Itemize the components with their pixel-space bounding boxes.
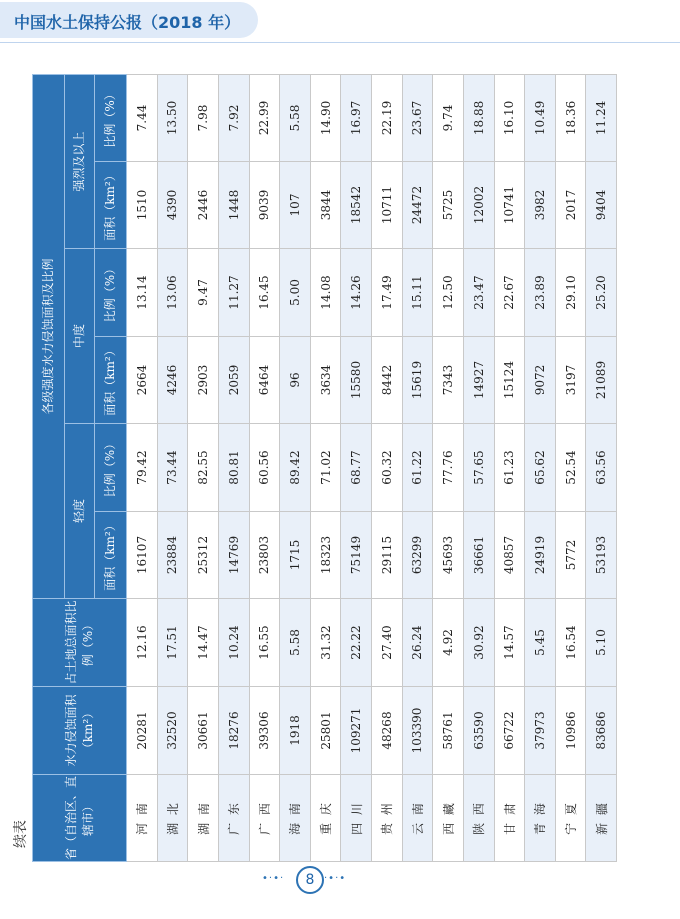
table-row (586, 74, 617, 861)
header-province: 省（自治区、直辖市） (33, 775, 127, 862)
cell-erosion-area: 18276 (218, 687, 249, 775)
cell-moderate-ratio: 25.20 (586, 249, 617, 337)
cell-moderate-area: 2059 (218, 337, 249, 424)
table-stage (32, 75, 617, 862)
cell-moderate-ratio: 9.47 (188, 249, 219, 337)
cell-erosion-area: 48268 (372, 687, 403, 775)
cell-moderate-ratio: 29.10 (555, 249, 586, 337)
cell-light-ratio: 63.56 (586, 424, 617, 512)
cell-severe-ratio: 11.24 (586, 74, 617, 161)
header-banner (0, 2, 258, 38)
cell-severe-area: 9404 (586, 162, 617, 249)
cell-moderate-ratio: 23.89 (525, 249, 556, 337)
cell-severe-ratio: 7.98 (188, 74, 219, 161)
page-ornament-right: ·•·• (324, 873, 347, 884)
cell-moderate-area: 2664 (127, 337, 158, 424)
table-row (463, 74, 494, 861)
cell-severe-area: 3844 (310, 162, 341, 249)
cell-moderate-area: 7343 (433, 337, 464, 424)
cell-severe-area: 5725 (433, 162, 464, 249)
header-moderate-area: 面积（km²） (95, 337, 127, 424)
cell-severe-ratio: 14.90 (310, 74, 341, 161)
cell-moderate-ratio: 5.00 (280, 249, 311, 337)
cell-erosion-area: 1918 (280, 687, 311, 775)
cell-land-ratio: 4.92 (433, 599, 464, 687)
cell-moderate-ratio: 23.47 (463, 249, 494, 337)
cell-light-area: 36661 (463, 512, 494, 599)
cell-severe-area: 24472 (402, 162, 433, 249)
cell-moderate-area: 15580 (341, 337, 372, 424)
cell-severe-ratio: 16.97 (341, 74, 372, 161)
header-severe-ratio: 比例（%） (95, 74, 127, 161)
cell-moderate-area: 14927 (463, 337, 494, 424)
cell-severe-area: 10711 (372, 162, 403, 249)
table-row (249, 74, 280, 861)
cell-erosion-area: 58761 (433, 687, 464, 775)
cell-moderate-area: 15124 (494, 337, 525, 424)
cell-light-area: 24919 (525, 512, 556, 599)
cell-moderate-area: 3634 (310, 337, 341, 424)
cell-severe-ratio: 7.44 (127, 74, 158, 161)
cell-province: 云 南 (402, 775, 433, 862)
page-header (0, 0, 680, 43)
cell-light-ratio: 82.55 (188, 424, 219, 512)
cell-land-ratio: 31.32 (310, 599, 341, 687)
cell-province: 新 疆 (586, 775, 617, 862)
cell-land-ratio: 10.24 (218, 599, 249, 687)
cell-severe-area: 10741 (494, 162, 525, 249)
cell-severe-area: 4390 (157, 162, 188, 249)
cell-land-ratio: 30.92 (463, 599, 494, 687)
header-moderate: 中度 (65, 249, 95, 424)
cell-erosion-area: 37973 (525, 687, 556, 775)
cell-light-ratio: 80.81 (218, 424, 249, 512)
erosion-table (32, 74, 617, 862)
continued-label: 续表 (13, 820, 29, 848)
cell-light-area: 5772 (555, 512, 586, 599)
header-severe: 强烈及以上 (65, 74, 95, 248)
table-row (218, 74, 249, 861)
cell-light-area: 23884 (157, 512, 188, 599)
cell-light-area: 40857 (494, 512, 525, 599)
cell-erosion-area: 25801 (310, 687, 341, 775)
cell-province: 重 庆 (310, 775, 341, 862)
cell-light-area: 1715 (280, 512, 311, 599)
cell-land-ratio: 27.40 (372, 599, 403, 687)
table-row (372, 74, 403, 861)
cell-light-ratio: 68.77 (341, 424, 372, 512)
cell-moderate-ratio: 11.27 (218, 249, 249, 337)
cell-moderate-area: 96 (280, 337, 311, 424)
table-row (341, 74, 372, 861)
header-light-ratio: 比例（%） (95, 424, 127, 512)
cell-light-area: 29115 (372, 512, 403, 599)
cell-severe-area: 107 (280, 162, 311, 249)
cell-province: 青 海 (525, 775, 556, 862)
cell-erosion-area: 20281 (127, 687, 158, 775)
cell-light-ratio: 61.22 (402, 424, 433, 512)
cell-province: 甘 肃 (494, 775, 525, 862)
cell-moderate-area: 21089 (586, 337, 617, 424)
table-row (127, 74, 158, 861)
table-row (280, 74, 311, 861)
cell-land-ratio: 17.51 (157, 599, 188, 687)
cell-light-area: 23803 (249, 512, 280, 599)
cell-province: 西 藏 (433, 775, 464, 862)
cell-erosion-area: 66722 (494, 687, 525, 775)
cell-light-area: 25312 (188, 512, 219, 599)
header-light-area: 面积（km²） (95, 512, 127, 599)
cell-light-ratio: 60.56 (249, 424, 280, 512)
cell-land-ratio: 22.22 (341, 599, 372, 687)
cell-province: 广 西 (249, 775, 280, 862)
rotated-table-wrapper (32, 75, 617, 862)
cell-erosion-area: 30661 (188, 687, 219, 775)
table-row (525, 74, 556, 861)
cell-province: 陕 西 (463, 775, 494, 862)
cell-moderate-area: 8442 (372, 337, 403, 424)
cell-land-ratio: 5.10 (586, 599, 617, 687)
cell-land-ratio: 16.55 (249, 599, 280, 687)
cell-moderate-ratio: 14.26 (341, 249, 372, 337)
cell-light-ratio: 60.32 (372, 424, 403, 512)
cell-severe-area: 2446 (188, 162, 219, 249)
header-severe-area: 面积（km²） (95, 162, 127, 249)
cell-erosion-area: 83686 (586, 687, 617, 775)
cell-light-area: 45693 (433, 512, 464, 599)
cell-severe-area: 12002 (463, 162, 494, 249)
cell-erosion-area: 109271 (341, 687, 372, 775)
cell-moderate-area: 3197 (555, 337, 586, 424)
cell-light-ratio: 77.76 (433, 424, 464, 512)
cell-moderate-area: 6464 (249, 337, 280, 424)
cell-light-ratio: 79.42 (127, 424, 158, 512)
cell-moderate-area: 9072 (525, 337, 556, 424)
cell-light-area: 53193 (586, 512, 617, 599)
cell-erosion-area: 32520 (157, 687, 188, 775)
cell-land-ratio: 12.16 (127, 599, 158, 687)
cell-light-ratio: 52.54 (555, 424, 586, 512)
table-body (127, 74, 617, 861)
cell-moderate-ratio: 14.08 (310, 249, 341, 337)
cell-land-ratio: 5.58 (280, 599, 311, 687)
cell-land-ratio: 16.54 (555, 599, 586, 687)
cell-light-area: 63299 (402, 512, 433, 599)
cell-light-ratio: 71.02 (310, 424, 341, 512)
cell-severe-ratio: 23.67 (402, 74, 433, 161)
cell-moderate-ratio: 15.11 (402, 249, 433, 337)
cell-light-area: 75149 (341, 512, 372, 599)
cell-province: 海 南 (280, 775, 311, 862)
page-ornament-left: •·•· (262, 873, 285, 884)
cell-province: 宁 夏 (555, 775, 586, 862)
cell-moderate-ratio: 13.06 (157, 249, 188, 337)
header-light: 轻度 (65, 424, 95, 599)
table-row (157, 74, 188, 861)
cell-moderate-area: 15619 (402, 337, 433, 424)
cell-light-ratio: 61.23 (494, 424, 525, 512)
header-intensity-group: 各级强度水力侵蚀面积及比例 (33, 74, 65, 598)
cell-light-ratio: 73.44 (157, 424, 188, 512)
cell-severe-area: 3982 (525, 162, 556, 249)
cell-light-ratio: 89.42 (280, 424, 311, 512)
cell-severe-ratio: 9.74 (433, 74, 464, 161)
cell-severe-ratio: 16.10 (494, 74, 525, 161)
cell-erosion-area: 63590 (463, 687, 494, 775)
cell-moderate-ratio: 13.14 (127, 249, 158, 337)
table-row (555, 74, 586, 861)
cell-land-ratio: 26.24 (402, 599, 433, 687)
cell-moderate-ratio: 17.49 (372, 249, 403, 337)
cell-moderate-ratio: 12.50 (433, 249, 464, 337)
table-row (188, 74, 219, 861)
report-title: 中国水土保持公报（2018 年） (14, 13, 241, 32)
cell-province: 湖 北 (157, 775, 188, 862)
table-row (310, 74, 341, 861)
table-row (433, 74, 464, 861)
cell-land-ratio: 14.57 (494, 599, 525, 687)
cell-erosion-area: 10986 (555, 687, 586, 775)
cell-province: 河 南 (127, 775, 158, 862)
cell-province: 四 川 (341, 775, 372, 862)
cell-light-ratio: 57.65 (463, 424, 494, 512)
cell-land-ratio: 5.45 (525, 599, 556, 687)
cell-severe-area: 2017 (555, 162, 586, 249)
cell-severe-ratio: 18.36 (555, 74, 586, 161)
header-moderate-ratio: 比例（%） (95, 249, 127, 337)
cell-severe-area: 1448 (218, 162, 249, 249)
cell-moderate-ratio: 22.67 (494, 249, 525, 337)
cell-moderate-ratio: 16.45 (249, 249, 280, 337)
cell-severe-ratio: 10.49 (525, 74, 556, 161)
cell-province: 广 东 (218, 775, 249, 862)
cell-light-area: 18323 (310, 512, 341, 599)
cell-severe-ratio: 22.19 (372, 74, 403, 161)
cell-severe-area: 18542 (341, 162, 372, 249)
cell-severe-ratio: 13.50 (157, 74, 188, 161)
cell-severe-ratio: 22.99 (249, 74, 280, 161)
cell-severe-area: 9039 (249, 162, 280, 249)
page-number: 8 (296, 866, 324, 894)
cell-moderate-area: 2903 (188, 337, 219, 424)
cell-moderate-area: 4246 (157, 337, 188, 424)
table-row (402, 74, 433, 861)
cell-province: 贵 州 (372, 775, 403, 862)
cell-land-ratio: 14.47 (188, 599, 219, 687)
cell-light-area: 16107 (127, 512, 158, 599)
cell-light-area: 14769 (218, 512, 249, 599)
cell-light-ratio: 65.62 (525, 424, 556, 512)
cell-severe-ratio: 18.88 (463, 74, 494, 161)
cell-severe-area: 1510 (127, 162, 158, 249)
cell-severe-ratio: 5.58 (280, 74, 311, 161)
cell-province: 湖 南 (188, 775, 219, 862)
table-row (494, 74, 525, 861)
header-erosion-area: 水力侵蚀面积（km²） (33, 687, 127, 775)
header-land-ratio: 占土地总面积比例（%） (33, 599, 127, 687)
cell-erosion-area: 39306 (249, 687, 280, 775)
cell-erosion-area: 103390 (402, 687, 433, 775)
cell-severe-ratio: 7.92 (218, 74, 249, 161)
